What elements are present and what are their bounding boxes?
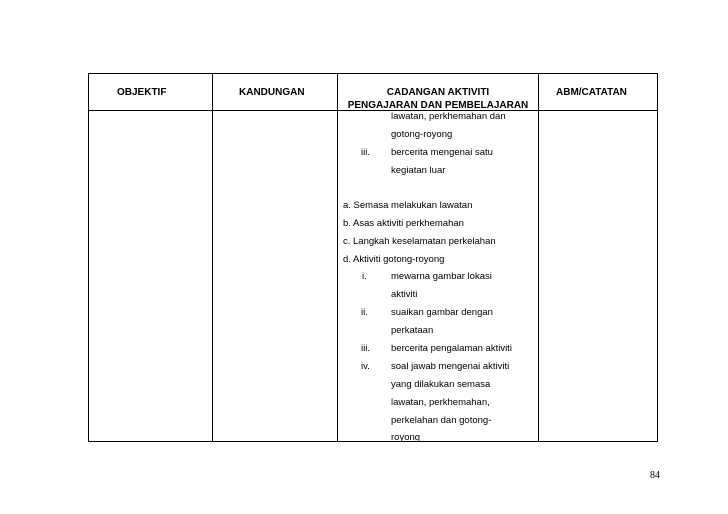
header-kandungan: KANDUNGAN: [239, 87, 305, 98]
text-line: yang dilakukan semasa: [391, 379, 491, 390]
header-objektif: OBJEKTIF: [117, 87, 167, 98]
text-line: suaikan gambar dengan: [391, 307, 493, 318]
column-divider: [538, 74, 539, 441]
text-line: lawatan, perkhemahan dan: [391, 111, 506, 122]
header-cadangan-line2: PENGAJARAN DAN PEMBELAJARAN: [347, 100, 529, 111]
text-line: royong: [391, 432, 421, 443]
text-line: bercerita mengenai satu: [391, 147, 493, 158]
text-line: aktiviti: [391, 289, 418, 300]
text-line: mewarna gambar lokasi: [391, 271, 492, 282]
text-line: bercerita pengalaman aktiviti: [391, 343, 512, 354]
lettered-item: a. Semasa melakukan lawatan: [343, 200, 473, 211]
column-divider: [212, 74, 213, 441]
list-marker: ii.: [361, 307, 368, 318]
list-marker: iii.: [361, 343, 370, 354]
lettered-item: c. Langkah keselamatan perkelahan: [343, 236, 496, 247]
text-line: kegiatan luar: [391, 165, 446, 176]
header-abm-catatan: ABM/CATATAN: [556, 87, 627, 98]
text-line: gotong-royong: [391, 129, 453, 140]
lesson-plan-table: [88, 73, 658, 442]
list-marker: i.: [362, 271, 367, 282]
text-line: perkelahan dan gotong-: [391, 415, 492, 426]
column-divider: [337, 74, 338, 441]
lettered-item: b. Asas aktiviti perkhemahan: [343, 218, 464, 229]
list-marker: iv.: [361, 361, 370, 372]
text-line: soal jawab mengenai aktiviti: [391, 361, 510, 372]
lettered-item: d. Aktiviti gotong-royong: [343, 254, 445, 265]
text-line: perkataan: [391, 325, 434, 336]
header-cadangan-line1: CADANGAN AKTIVITI: [386, 87, 490, 98]
text-line: lawatan, perkhemahan,: [391, 397, 490, 408]
page-number: 84: [650, 470, 660, 481]
list-marker: iii.: [361, 147, 370, 158]
